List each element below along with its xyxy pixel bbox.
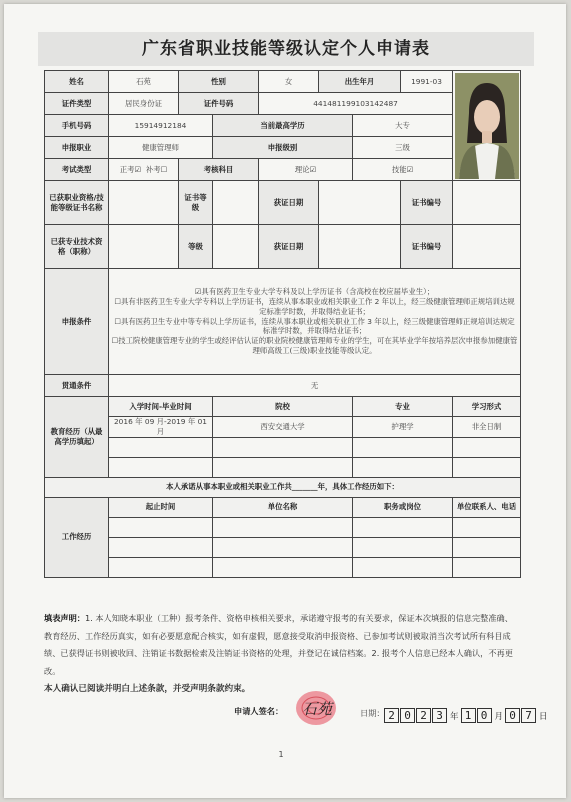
work-position (353, 557, 453, 577)
work-employer (213, 557, 353, 577)
date-digit-box: 0 (477, 708, 492, 723)
portrait-image (455, 73, 519, 179)
work-period (109, 517, 213, 537)
name-value: 石苑 (109, 71, 179, 93)
tech-title-value (109, 225, 179, 269)
work-header-contact: 单位联系人、电话 (453, 497, 521, 517)
table-row (45, 457, 521, 477)
tech-cert-number-label: 证书编号 (401, 225, 453, 269)
table-row (45, 517, 521, 537)
condition-item: ☐技工院校健康管理专业的学生或经评估认证的职业院校健康管理师专业的学生，可在其毕业学年按培养层次申报参加健康管理师高级工(三级)职业技能等级认定。 (111, 336, 518, 356)
date-digit-box: 3 (432, 708, 447, 723)
table-row (45, 437, 521, 457)
skill-option: 技能☑ (353, 159, 453, 181)
cert-level-value (213, 181, 259, 225)
education-history-label: 教育经历（从最高学历填起） (45, 397, 109, 478)
id-type-value: 居民身份证 (109, 93, 179, 115)
obtained-cert-value (109, 181, 179, 225)
applicant-signature: 石苑 (302, 700, 333, 718)
work-header-position: 职务或岗位 (353, 497, 453, 517)
table-row (45, 537, 521, 557)
education-level-value: 大专 (353, 115, 453, 137)
date-digit-box: 7 (521, 708, 536, 723)
application-form-table (44, 70, 521, 578)
work-position (353, 517, 453, 537)
work-employer (213, 537, 353, 557)
phone-value: 15914912184 (109, 115, 213, 137)
tech-cert-number-value (453, 225, 521, 269)
exam-type-label: 考试类型 (45, 159, 109, 181)
signature-label: 申请人签名： (234, 706, 284, 716)
edu-mode (453, 457, 521, 477)
date-digit-box: 1 (461, 708, 476, 723)
date-digit-box: 2 (416, 708, 431, 723)
edu-header-school: 院校 (213, 397, 353, 417)
cert-number-label: 证书编号 (401, 181, 453, 225)
edu-mode: 非全日制 (453, 417, 521, 438)
edu-school (213, 437, 353, 457)
id-number-value: 441481199103142487 (259, 93, 453, 115)
work-contact (453, 537, 521, 557)
tech-level-value (213, 225, 259, 269)
declaration (44, 610, 514, 699)
condition-item: ☐具有非医药卫生专业大学专科以上学历证书，连续从事本职业或相关职业工作 2 年以上，经三级健康管理师正规培训达规定标准学时数，并取得结业证书； (114, 296, 515, 316)
exam-makeup-option: 补考☐ (145, 164, 168, 174)
work-history-label: 工作经历 (45, 497, 109, 577)
get-date-value (319, 181, 401, 225)
date-digit-box: 0 (505, 708, 520, 723)
edu-header-major: 专业 (353, 397, 453, 417)
declaration-confirm: 本人确认已阅读并明白上述条款，并受声明条款约束。 (44, 684, 251, 694)
subject-label: 考核科目 (179, 159, 259, 181)
tech-level-label: 等级 (179, 225, 213, 269)
through-value: 无 (109, 375, 521, 397)
education-level-label: 当前最高学历 (213, 115, 353, 137)
gender-label: 性别 (179, 71, 259, 93)
through-label: 贯通条件 (45, 375, 109, 397)
tech-get-date-value (319, 225, 401, 269)
edu-header-mode: 学习形式 (453, 397, 521, 417)
get-date-label: 获证日期 (259, 181, 319, 225)
work-contact (453, 517, 521, 537)
id-type-label: 证件类型 (45, 93, 109, 115)
gender-value: 女 (259, 71, 319, 93)
photo-cell (453, 71, 521, 181)
table-row (45, 557, 521, 577)
form-title: 广东省职业技能等级认定个人申请表 (38, 32, 534, 66)
edu-major (353, 457, 453, 477)
apply-level-value: 三级 (353, 137, 453, 159)
obtained-cert-label: 已获职业资格/技能等级证书名称 (45, 181, 109, 225)
work-header-period: 起止时间 (109, 497, 213, 517)
id-number-label: 证件号码 (179, 93, 259, 115)
work-position (353, 537, 453, 557)
job-value: 健康管理师 (109, 137, 213, 159)
applicant-photo (455, 73, 519, 179)
work-period (109, 557, 213, 577)
edu-period (109, 437, 213, 457)
job-label: 申报职业 (45, 137, 109, 159)
edu-school (213, 457, 353, 477)
apply-level-label: 申报级别 (213, 137, 353, 159)
exam-normal-option: 正考☑ (119, 164, 142, 174)
year-boxes (384, 705, 448, 724)
date-label: 日期： (360, 708, 385, 718)
birth-label: 出生年月 (319, 71, 401, 93)
month-boxes (461, 705, 493, 724)
signature-date: 2 0 2 3 年 1 0 月 0 7 日 (384, 705, 550, 724)
work-header-employer: 单位名称 (213, 497, 353, 517)
table-row (45, 417, 521, 438)
declaration-text: 1. 本人知晓本职业（工种）报考条件、资格申核相关要求，承诺遵守报考的有关要求，保证本次填报的信息完整准确、教育经历、工作经历真实，如有必要愿意配合核实，如有虚假，愿意接受取消申报资格、已参加考试则被取消当次考试所有科目成绩、已获得证书则被收回、注销证书数据检索及注销证书资格的处理，并登记在诚信档案。2. 报考个人信息已经本人确认，不再更改。 (44, 613, 513, 676)
edu-period: 2016 年 09 月-2019 年 01 月 (109, 417, 213, 438)
phone-label: 手机号码 (45, 115, 109, 137)
exam-type-values (109, 159, 179, 181)
cert-number-value (453, 181, 521, 225)
work-period (109, 537, 213, 557)
declaration-lead: 填表声明： (44, 613, 85, 623)
birth-value: 1991-03 (401, 71, 453, 93)
name-label: 姓名 (45, 71, 109, 93)
tech-title-label: 已获专业技术资格（职称） (45, 225, 109, 269)
work-contact (453, 557, 521, 577)
condition-item: ☐具有医药卫生专业中等专科以上学历证书，连续从事本职业或相关职业工作 3 年以上，经三级健康管理师正规培训达规定标准学时数，并取得结业证书； (114, 316, 515, 336)
date-digit-box: 2 (384, 708, 399, 723)
day-boxes (505, 705, 537, 724)
theory-option: 理论☑ (259, 159, 353, 181)
edu-major (353, 437, 453, 457)
conditions-list (109, 269, 521, 375)
edu-school: 西安交通大学 (213, 417, 353, 438)
edu-header-period: 入学时间-毕业时间 (109, 397, 213, 417)
condition-item: ☑具有医药卫生专业大学专科及以上学历证书（含高校在校应届毕业生）； (194, 286, 435, 296)
date-digit-box: 0 (400, 708, 415, 723)
edu-mode (453, 437, 521, 457)
work-employer (213, 517, 353, 537)
cert-level-label: 证书等级 (179, 181, 213, 225)
tech-get-date-label: 获证日期 (259, 225, 319, 269)
conditions-label: 申报条件 (45, 269, 109, 375)
edu-major: 护理学 (353, 417, 453, 438)
work-promise: 本人承诺从事本职业或相关职业工作共_______年，具体工作经历如下： (45, 477, 521, 497)
edu-period (109, 457, 213, 477)
page-number: 1 (278, 750, 284, 759)
